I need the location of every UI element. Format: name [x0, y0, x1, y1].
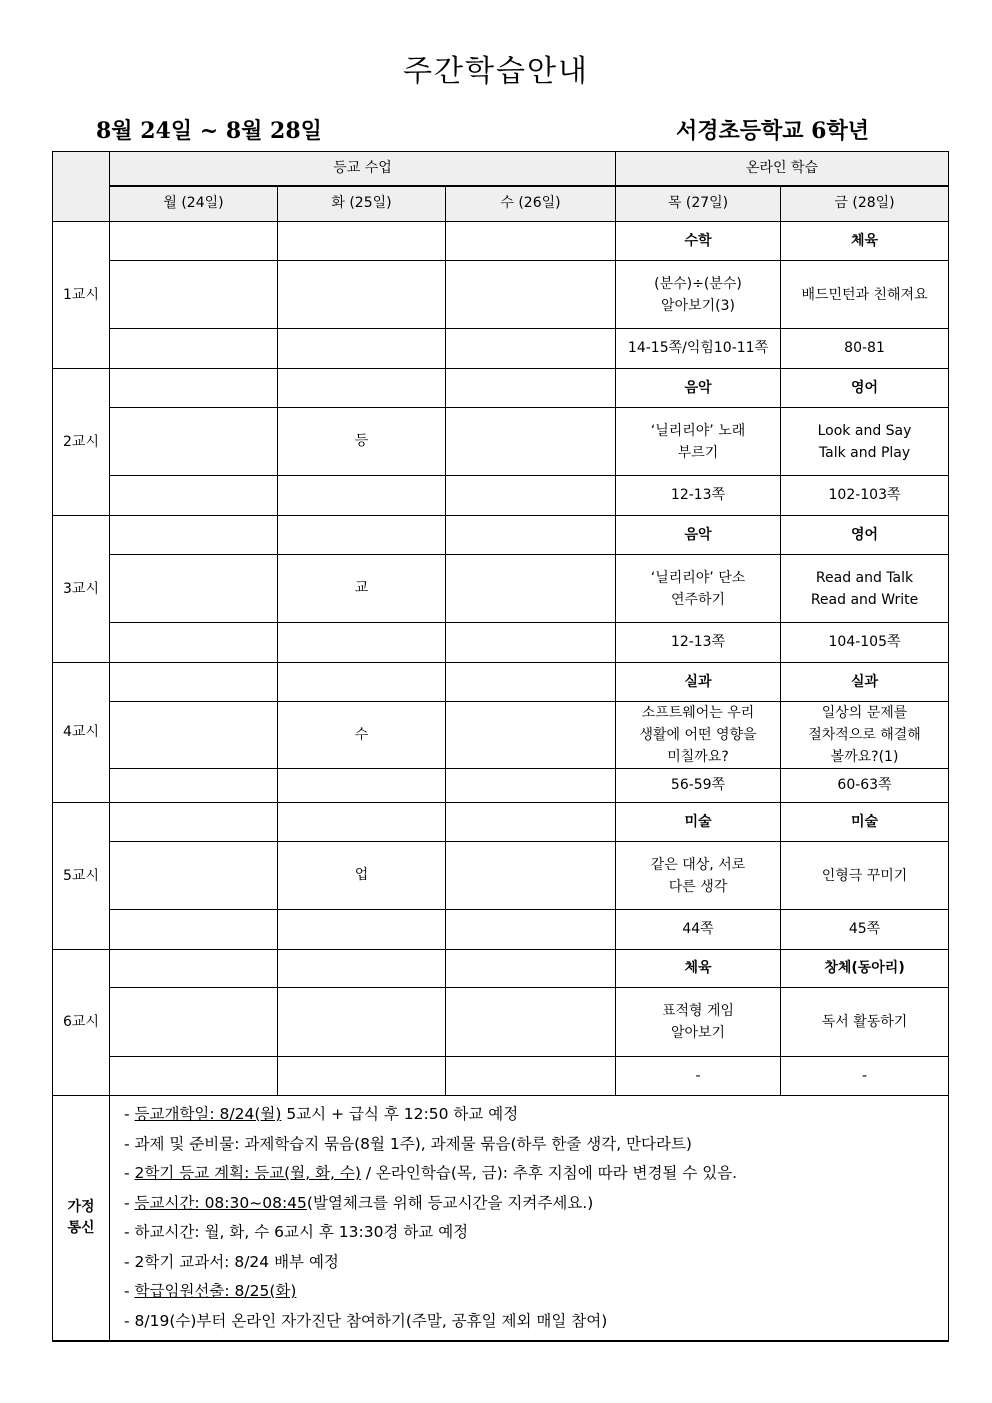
- notice-line: [124, 1189, 938, 1219]
- online-thu-topic: (분수)÷(분수) 알아보기(3): [616, 261, 781, 329]
- online-fri-topic: Look and Say Talk and Play: [781, 408, 949, 476]
- online-fri-subject: 영어: [781, 516, 949, 555]
- notice-bullet: -: [124, 1223, 135, 1241]
- notice-line: [124, 1159, 938, 1189]
- empty-cell: [446, 623, 616, 663]
- notice-bullet: -: [124, 1164, 135, 1182]
- notice-underlined-text: 등교개학일: 8/24(월): [134, 1105, 282, 1123]
- empty-cell: [278, 910, 446, 950]
- day-header-fri: 금 (28일): [781, 186, 949, 222]
- empty-cell: [110, 1057, 278, 1096]
- empty-cell: [446, 408, 616, 476]
- notice-line: [124, 1218, 938, 1248]
- notice-text: 8/19(수)부터 온라인 자가진단 참여하기(주말, 공휴일 제외 매일 참여): [134, 1311, 608, 1330]
- online-thu-pages: 44쪽: [616, 910, 781, 950]
- empty-cell: [278, 663, 446, 702]
- empty-cell: [446, 261, 616, 329]
- online-thu-subject: 미술: [616, 803, 781, 842]
- empty-cell: [278, 261, 446, 329]
- notice-underlined-text: 학급임원선출: 8/25(화): [134, 1282, 297, 1300]
- empty-cell: [446, 329, 616, 369]
- online-thu-topic: 표적형 게임 알아보기: [616, 988, 781, 1057]
- empty-cell: [278, 769, 446, 803]
- empty-cell: [278, 988, 446, 1057]
- empty-cell: [446, 516, 616, 555]
- empty-cell: [110, 842, 278, 910]
- empty-cell: [446, 476, 616, 516]
- day-header-tue: 화 (25일): [278, 186, 446, 222]
- online-fri-topic: 인형극 꾸미기: [781, 842, 949, 910]
- online-fri-pages: 102-103쪽: [781, 476, 949, 516]
- online-fri-pages: -: [781, 1057, 949, 1096]
- online-thu-subject: 체육: [616, 950, 781, 988]
- empty-cell: [278, 803, 446, 842]
- day-header-thu: 목 (27일): [616, 186, 781, 222]
- period-label: 1교시: [53, 222, 110, 369]
- empty-cell: [278, 222, 446, 261]
- period-label: 2교시: [53, 369, 110, 516]
- online-thu-pages: 12-13쪽: [616, 623, 781, 663]
- online-fri-pages: 80-81: [781, 329, 949, 369]
- empty-cell: [278, 476, 446, 516]
- online-fri-pages: 60-63쪽: [781, 769, 949, 803]
- empty-cell: [278, 950, 446, 988]
- period-label: 5교시: [53, 803, 110, 950]
- day-header-wed: 수 (26일): [446, 186, 616, 222]
- online-fri-pages: 104-105쪽: [781, 623, 949, 663]
- notice-text: (발열체크를 위해 등교시간을 지켜주세요.): [306, 1193, 594, 1212]
- notice-text: 5교시 + 급식 후 12:50 하교 예정: [281, 1105, 519, 1123]
- empty-cell: [110, 910, 278, 950]
- online-thu-subject: 음악: [616, 516, 781, 555]
- empty-cell: [446, 702, 616, 769]
- day-header-mon: 월 (24일): [110, 186, 278, 222]
- empty-cell: [110, 476, 278, 516]
- empty-cell: [278, 516, 446, 555]
- online-thu-subject: 수학: [616, 222, 781, 261]
- empty-cell: [110, 663, 278, 702]
- school-class: 서경초등학교 6학년: [676, 118, 869, 144]
- empty-cell: [110, 408, 278, 476]
- online-thu-pages: -: [616, 1057, 781, 1096]
- empty-cell: [446, 769, 616, 803]
- empty-cell: [446, 803, 616, 842]
- group-header-online: 온라인 학습: [616, 152, 949, 186]
- empty-cell: [110, 369, 278, 408]
- notice-line: [124, 1130, 938, 1160]
- online-thu-pages: 56-59쪽: [616, 769, 781, 803]
- notice-line: [124, 1277, 938, 1307]
- empty-cell: [110, 702, 278, 769]
- empty-cell: [110, 950, 278, 988]
- week-period: 8월 24일 ~ 8월 28일: [96, 118, 322, 144]
- empty-cell: [446, 910, 616, 950]
- empty-cell: [446, 1057, 616, 1096]
- empty-cell: [110, 261, 278, 329]
- online-thu-subject: 실과: [616, 663, 781, 702]
- notice-content: [110, 1096, 949, 1342]
- online-thu-pages: 12-13쪽: [616, 476, 781, 516]
- notice-bullet: -: [124, 1134, 135, 1153]
- empty-cell: [278, 1057, 446, 1096]
- notice-bullet: -: [124, 1252, 135, 1271]
- online-fri-topic: Read and Talk Read and Write: [781, 555, 949, 623]
- notice-line: [124, 1248, 938, 1278]
- online-fri-subject: 체육: [781, 222, 949, 261]
- notice-underlined-text: 등교시간: 08:30~08:45: [134, 1193, 307, 1212]
- notice-underlined-text: 2학기 등교 계획: 등교(월, 화, 수): [134, 1164, 361, 1182]
- online-fri-subject: 영어: [781, 369, 949, 408]
- notice-text: 하교시간: 월, 화, 수 6교시 후 13:30경 하교 예정: [134, 1223, 469, 1241]
- empty-cell: [446, 369, 616, 408]
- empty-cell: [278, 369, 446, 408]
- online-fri-subject: 창체(동아리): [781, 950, 949, 988]
- offline-lesson-char: 수: [278, 702, 446, 769]
- online-thu-subject: 음악: [616, 369, 781, 408]
- online-fri-subject: 미술: [781, 803, 949, 842]
- notice-text: 2학기 교과서: 8/24 배부 예정: [134, 1252, 339, 1271]
- period-label: 4교시: [53, 663, 110, 803]
- online-fri-subject: 실과: [781, 663, 949, 702]
- notice-text: / 온라인학습(목, 금): 추후 지침에 따라 변경될 수 있음.: [360, 1164, 738, 1182]
- group-header-offline: 등교 수업: [110, 152, 616, 186]
- online-fri-topic: 배드민턴과 친해져요: [781, 261, 949, 329]
- offline-lesson-char: 업: [278, 842, 446, 910]
- offline-lesson-char: 등: [278, 408, 446, 476]
- notice-text: 과제 및 준비물: 과제학습지 묶음(8월 1주), 과제물 묶음(하루 한줄 생각, 만다라트): [134, 1134, 692, 1153]
- corner-cell: [53, 152, 110, 222]
- notice-bullet: -: [124, 1193, 135, 1212]
- empty-cell: [110, 329, 278, 369]
- empty-cell: [110, 516, 278, 555]
- page-title: 주간학습안내: [403, 54, 589, 89]
- empty-cell: [110, 222, 278, 261]
- notice-label: 가정 통신: [53, 1096, 110, 1342]
- online-thu-topic: 같은 대상, 서로 다른 생각: [616, 842, 781, 910]
- period-label: 6교시: [53, 950, 110, 1096]
- empty-cell: [278, 623, 446, 663]
- online-thu-pages: 14-15쪽/익힘10-11쪽: [616, 329, 781, 369]
- offline-lesson-char: 교: [278, 555, 446, 623]
- online-fri-pages: 45쪽: [781, 910, 949, 950]
- period-label: 3교시: [53, 516, 110, 663]
- empty-cell: [110, 555, 278, 623]
- online-thu-topic: 소프트웨어는 우리 생활에 어떤 영향을 미칠까요?: [616, 702, 781, 769]
- empty-cell: [446, 842, 616, 910]
- online-fri-topic: 독서 활동하기: [781, 988, 949, 1057]
- empty-cell: [446, 663, 616, 702]
- empty-cell: [446, 988, 616, 1057]
- online-thu-topic: ‘닐리리야’ 단소 연주하기: [616, 555, 781, 623]
- notice-bullet: -: [124, 1311, 135, 1330]
- weekly-schedule-table: [52, 151, 949, 1342]
- empty-cell: [446, 950, 616, 988]
- notice-line: [124, 1100, 938, 1130]
- online-fri-topic: 일상의 문제를 절차적으로 해결해 볼까요?(1): [781, 702, 949, 769]
- empty-cell: [110, 769, 278, 803]
- notice-bullet: -: [124, 1105, 135, 1123]
- empty-cell: [110, 803, 278, 842]
- empty-cell: [110, 988, 278, 1057]
- empty-cell: [446, 222, 616, 261]
- empty-cell: [110, 623, 278, 663]
- notice-bullet: -: [124, 1282, 135, 1300]
- empty-cell: [278, 329, 446, 369]
- notice-line: [124, 1307, 938, 1337]
- empty-cell: [446, 555, 616, 623]
- online-thu-topic: ‘닐리리야’ 노래 부르기: [616, 408, 781, 476]
